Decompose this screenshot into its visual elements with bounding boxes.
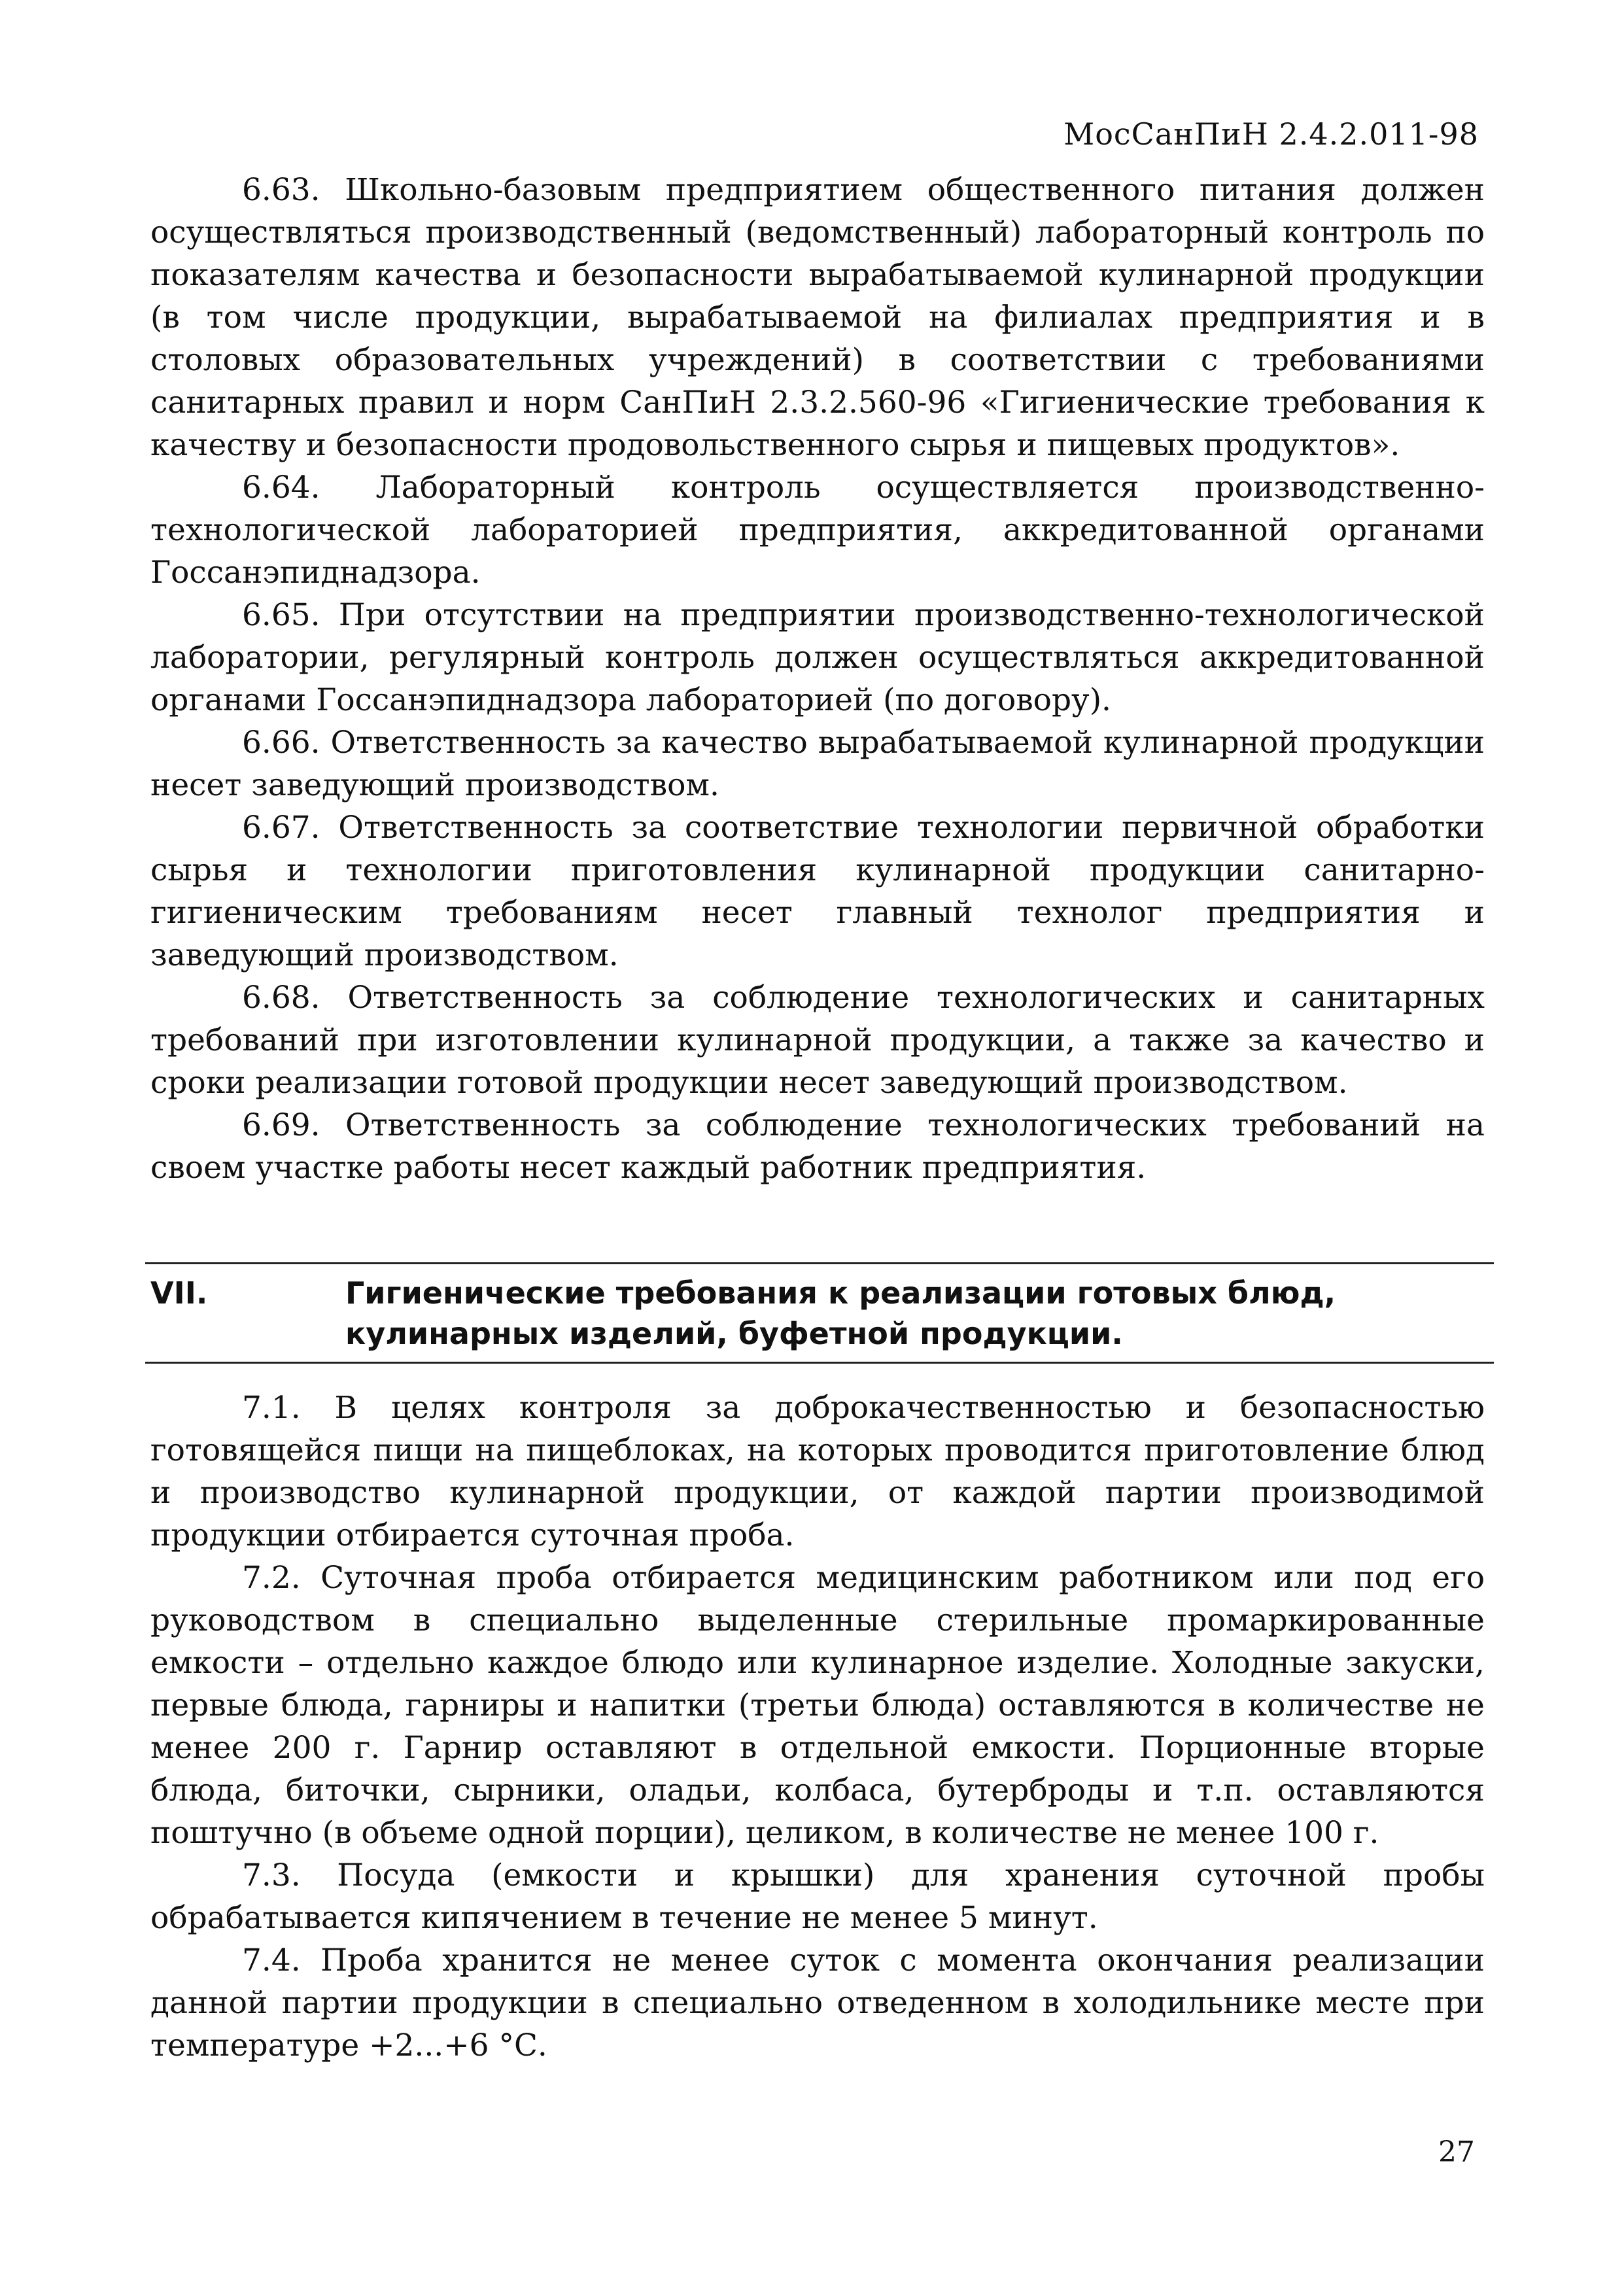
- section-divider-bottom: [145, 1362, 1494, 1364]
- paragraph-7-1: 7.1. В целях контроля за доброкачественностью и безопасностью готовящейся пищи на пищеблоках, на которых проводится приготовление блюд и производство кулинарной продукции, от каждой партии производимой продукции отбирается суточная проба.: [150, 1390, 1485, 1553]
- paragraph-6-64: 6.64. Лабораторный контроль осуществляется производственно-технологической лабораторией предприятия, аккредитованной органами Госсанэпиднадзора.: [150, 470, 1485, 591]
- section-seven-body: [150, 1387, 1485, 2067]
- paragraph-6-63: 6.63. Школьно-базовым предприятием общественного питания должен осуществляться производственный (ведомственный) лабораторный контроль по показателям качества и безопасности вырабатываемой кулинарной продукции (в том числе продукции, вырабатываемой на филиалах предприятия и в столовых образовательных учреждений) в соответствии с требованиями санитарных правил и норм СанПиН 2.3.2.560-96 «Гигиенические требования к качеству и безопасности продовольственного сырья и пищевых продуктов».: [150, 172, 1485, 463]
- paragraph-7-2: 7.2. Суточная проба отбирается медицинским работником или под его руководством в специально выделенные стерильные промаркированные емкости – отдельно каждое блюдо или кулинарное изделие. Холодные закуски, первые блюда, гарниры и напитки (третьи блюда) оставляются в количестве не менее 200 г. Гарнир оставляют в отдельной емкости. Порционные вторые блюда, биточки, сырники, оладьи, колбаса, бутерброды и т.п. оставляются поштучно (в объеме одной порции), целиком, в количестве не менее 100 г.: [150, 1560, 1485, 1851]
- page-number: 27: [1438, 2135, 1475, 2169]
- section-six-body: [150, 169, 1485, 1189]
- paragraph-6-68: 6.68. Ответственность за соблюдение технологических и санитарных требований при изготовлении кулинарной продукции, а также за качество и сроки реализации готовой продукции несет заведующий производством.: [150, 980, 1485, 1101]
- paragraph-6-66: 6.66. Ответственность за качество вырабатываемой кулинарной продукции несет заведующий производством.: [150, 725, 1485, 803]
- paragraph-7-4: 7.4. Проба хранится не менее суток с момента окончания реализации данной партии продукции в специально отведенном в холодильнике месте при температуре +2...+6 °С.: [150, 1942, 1485, 2063]
- paragraph-6-69: 6.69. Ответственность за соблюдение технологических требований на своем участке работы несет каждый работник предприятия.: [150, 1107, 1485, 1186]
- section-title: Гигиенические требования к реализации готовых блюд, кулинарных изделий, буфетной продукции.: [345, 1275, 1336, 1351]
- section-number: VII.: [150, 1275, 208, 1311]
- paragraph-6-67: 6.67. Ответственность за соответствие технологии первичной обработки сырья и технологии приготовления кулинарной продукции санитарно-гигиеническим требованиям несет главный технолог предприятия и заведующий производством.: [150, 810, 1485, 973]
- section-divider-top: [145, 1262, 1494, 1264]
- paragraph-6-65: 6.65. При отсутствии на предприятии производственно-технологической лаборатории, регулярный контроль должен осуществляться аккредитованной органами Госсанэпиднадзора лабораторией (по договору).: [150, 597, 1485, 718]
- paragraph-7-3: 7.3. Посуда (емкости и крышки) для хранения суточной пробы обрабатывается кипячением в течение не менее 5 минут.: [150, 1857, 1485, 1936]
- document-code: МосСанПиН 2.4.2.011-98: [1063, 116, 1479, 152]
